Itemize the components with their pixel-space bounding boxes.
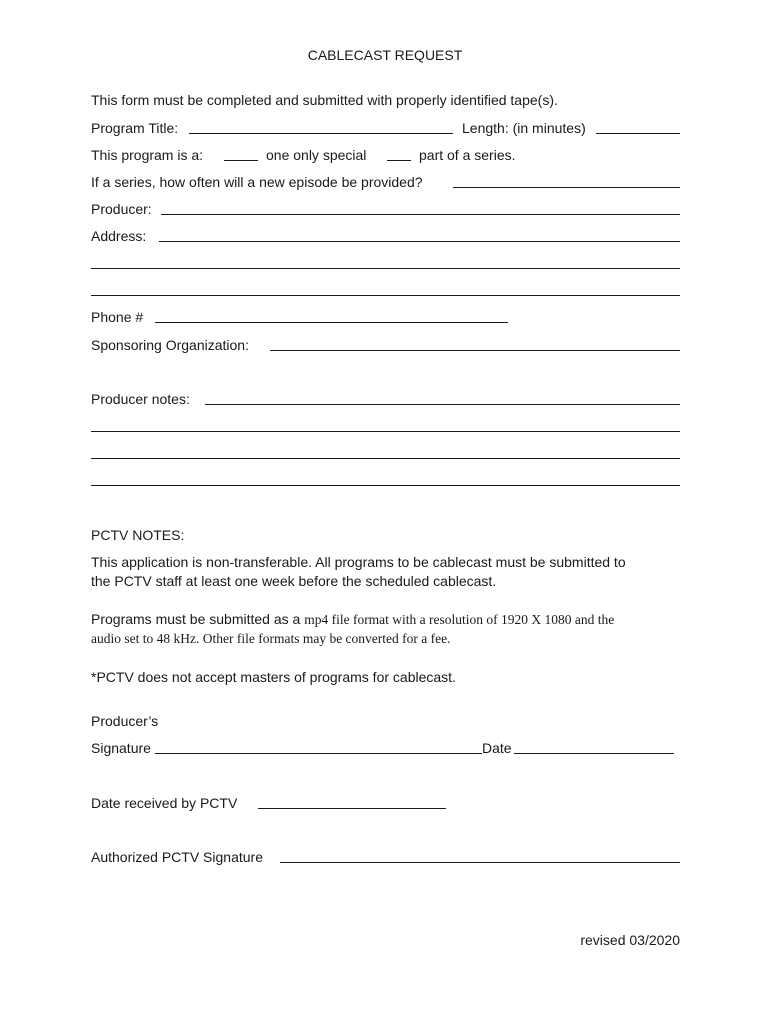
producers-label: Producer’s — [91, 713, 159, 729]
program-type-label: This program is a: — [91, 147, 204, 163]
authorized-signature-field[interactable] — [280, 862, 680, 863]
one-only-checkbox-line[interactable] — [224, 160, 258, 161]
format-requirement-line-2: audio set to 48 kHz. Other file formats may be converted for a fee. — [91, 631, 451, 646]
producer-label: Producer: — [91, 201, 152, 217]
producer-field[interactable] — [161, 214, 680, 215]
producer-notes-line-4[interactable] — [91, 485, 680, 486]
one-only-label: one only special — [266, 147, 367, 163]
producer-signature-field[interactable] — [155, 753, 482, 754]
address-label: Address: — [91, 228, 147, 244]
phone-label: Phone # — [91, 309, 144, 325]
intro-text: This form must be completed and submitted with properly identified tape(s). — [91, 92, 558, 108]
series-frequency-field[interactable] — [453, 187, 680, 188]
signature-label: Signature — [91, 740, 151, 756]
signature-date-field[interactable] — [514, 753, 674, 754]
part-series-label: part of a series. — [419, 147, 516, 163]
authorized-signature-label: Authorized PCTV Signature — [91, 849, 263, 865]
page-title: CABLECAST REQUEST — [307, 47, 463, 63]
program-title-label: Program Title: — [91, 120, 179, 136]
date-received-field[interactable] — [258, 808, 446, 809]
program-title-field[interactable] — [189, 133, 453, 134]
length-field[interactable] — [596, 133, 680, 134]
producer-notes-line-1[interactable] — [205, 404, 680, 405]
masters-note: *PCTV does not accept masters of programs for cablecast. — [91, 669, 456, 685]
address-field-line-2[interactable] — [91, 268, 680, 269]
sponsor-field[interactable] — [270, 350, 680, 351]
producer-notes-line-3[interactable] — [91, 458, 680, 459]
sponsor-label: Sponsoring Organization: — [91, 337, 249, 353]
producer-notes-line-2[interactable] — [91, 431, 680, 432]
revised-date: revised 03/2020 — [580, 932, 680, 948]
date-label: Date — [482, 740, 512, 756]
series-checkbox-line[interactable] — [387, 160, 411, 161]
phone-field[interactable] — [155, 322, 508, 323]
pctv-notes-line-2: the PCTV staff at least one week before the scheduled cablecast. — [91, 573, 497, 589]
pctv-notes-line-1: This application is non-transferable. All programs to be cablecast must be submitted to — [91, 554, 626, 570]
length-label: Length: (in minutes) — [462, 120, 586, 136]
format-requirement-line-1 — [91, 611, 614, 628]
format-requirement-serif: mp4 file format with a resolution of 1920 X 1080 and the — [304, 612, 615, 627]
series-frequency-label: If a series, how often will a new episode be provided? — [91, 174, 423, 190]
date-received-label: Date received by PCTV — [91, 795, 238, 811]
pctv-notes-heading: PCTV NOTES: — [91, 527, 185, 543]
producer-notes-label: Producer notes: — [91, 391, 190, 407]
address-field-line-3[interactable] — [91, 295, 680, 296]
format-requirement-sans: Programs must be submitted as a — [91, 611, 305, 627]
address-field-line-1[interactable] — [159, 241, 680, 242]
